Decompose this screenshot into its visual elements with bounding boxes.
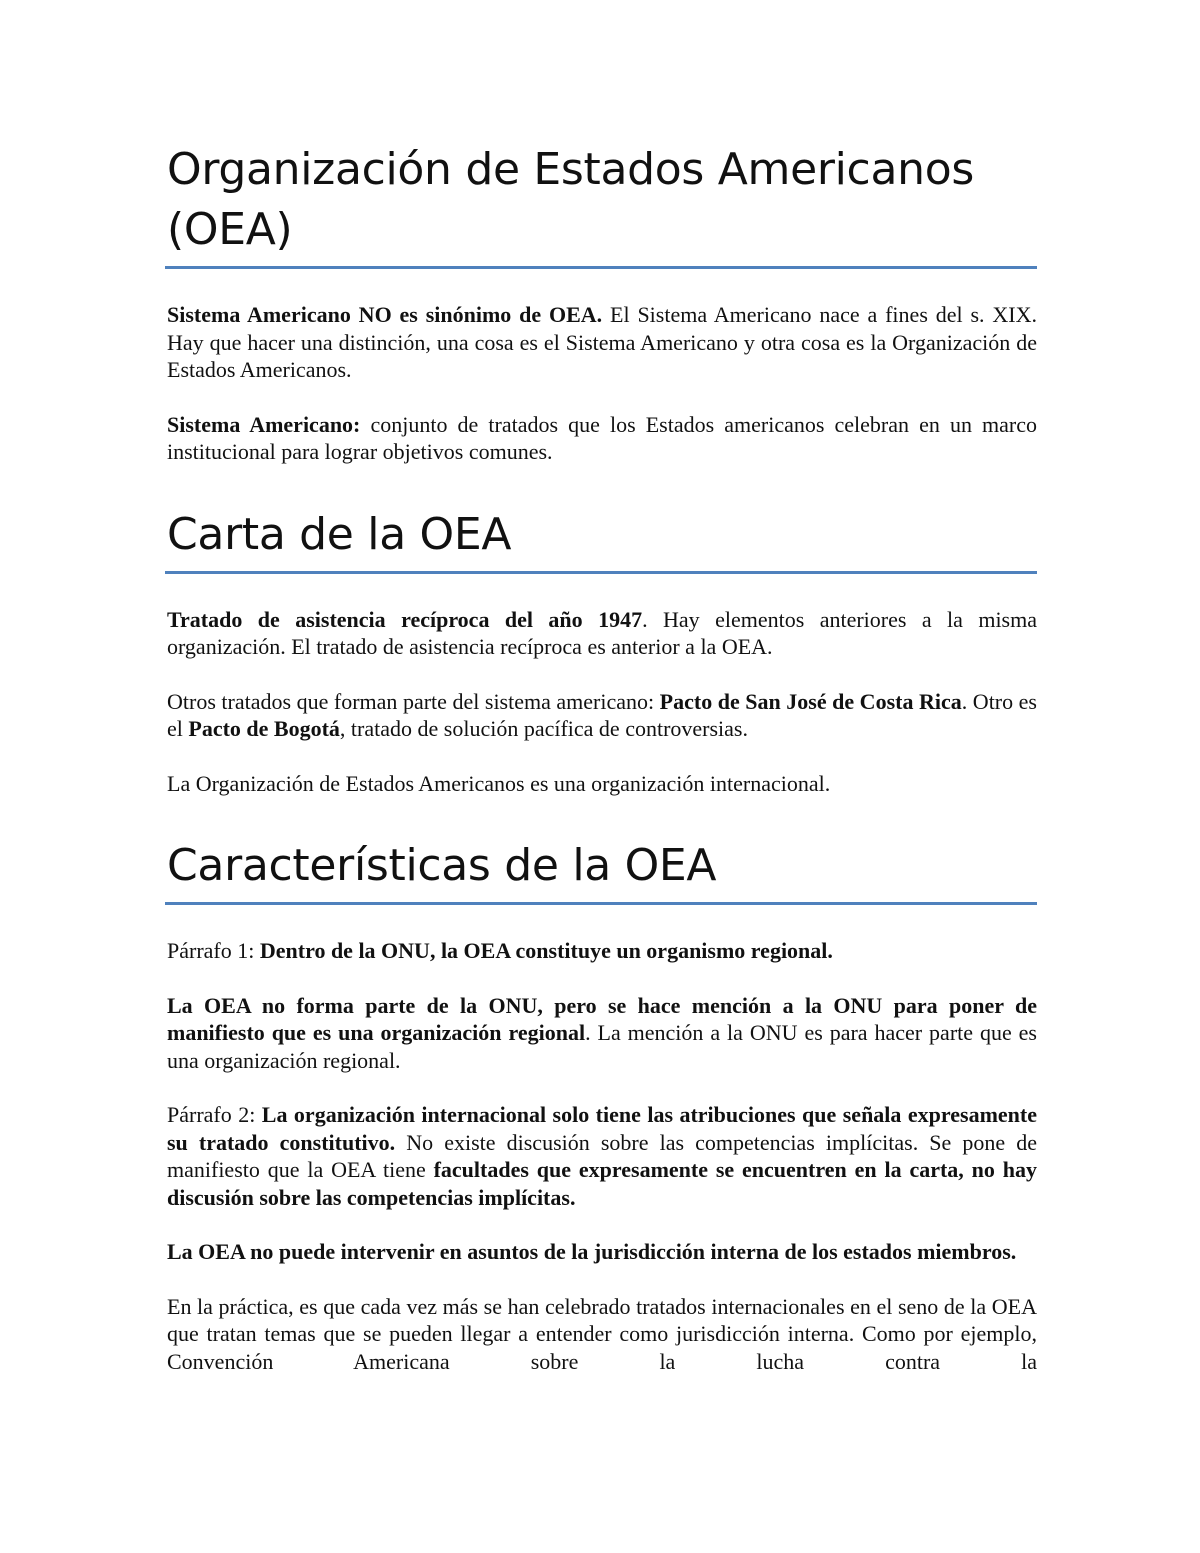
paragraph-oea-no-forma-parte: La OEA no forma parte de la ONU, pero se hace mención a la ONU para poner de manifiesto que es una organización regional. La mención a la ONU es para hacer parte que es una organización regional.: [167, 992, 1037, 1073]
document-body: [167, 140, 1037, 1402]
paragraph-en-la-practica: En la práctica, es que cada vez más se han celebrado tratados internacionales en el seno de la OEA que tratan temas que se pueden llegar a entender como jurisdicción interna. Como por ejemplo, Convención Americana sobre la lucha contra la: [167, 1293, 1037, 1374]
heading-underline: [165, 902, 1037, 905]
paragraph-parrafo-2: Párrafo 2: La organización internacional solo tiene las atribuciones que señala expresamente su tratado constitutivo. No existe discusión sobre las competencias implícitas. Se pone de manifiesto que la OEA tiene facultades que expresamente se encuentren en la carta, no hay discusión sobre las competencias implícitas.: [167, 1102, 1037, 1210]
paragraph-sistema-no-sinonimo: Sistema Americano NO es sinónimo de OEA. El Sistema Americano nace a fines del s. XIX. Hay que hacer una distinción, una cosa es el Sistema Americano y otra cosa es la Organización de Estados Americanos.: [167, 302, 1037, 382]
heading-underline: [165, 571, 1037, 574]
paragraph-no-intervencion: La OEA no puede intervenir en asuntos de la jurisdicción interna de los estados miembros.: [167, 1239, 1017, 1264]
heading-oea-title: Organización de Estados Americanos (OEA): [167, 144, 974, 255]
paragraph-tratado-asistencia: Tratado de asistencia recíproca del año 1947. Hay elementos anteriores a la misma organización. El tratado de asistencia recíproca es anterior a la OEA.: [167, 606, 1037, 659]
paragraph-sistema-definicion: Sistema Americano: conjunto de tratados que los Estados americanos celebran en un marco institucional para lograr objetivos comunes.: [167, 411, 1037, 464]
heading-caracteristicas-oea: Características de la OEA: [167, 840, 717, 891]
paragraph-otros-tratados: Otros tratados que forman parte del sistema americano: Pacto de San José de Costa Rica. Otro es el Pacto de Bogotá, tratado de solución pacífica de controversias.: [167, 688, 1037, 741]
heading-carta-oea: Carta de la OEA: [167, 508, 512, 560]
paragraph-organizacion-internacional: La Organización de Estados Americanos es una organización internacional.: [167, 770, 831, 796]
paragraph-parrafo-1: Párrafo 1: Dentro de la ONU, la OEA constituye un organismo regional.: [167, 938, 833, 963]
heading-underline: [165, 266, 1037, 269]
